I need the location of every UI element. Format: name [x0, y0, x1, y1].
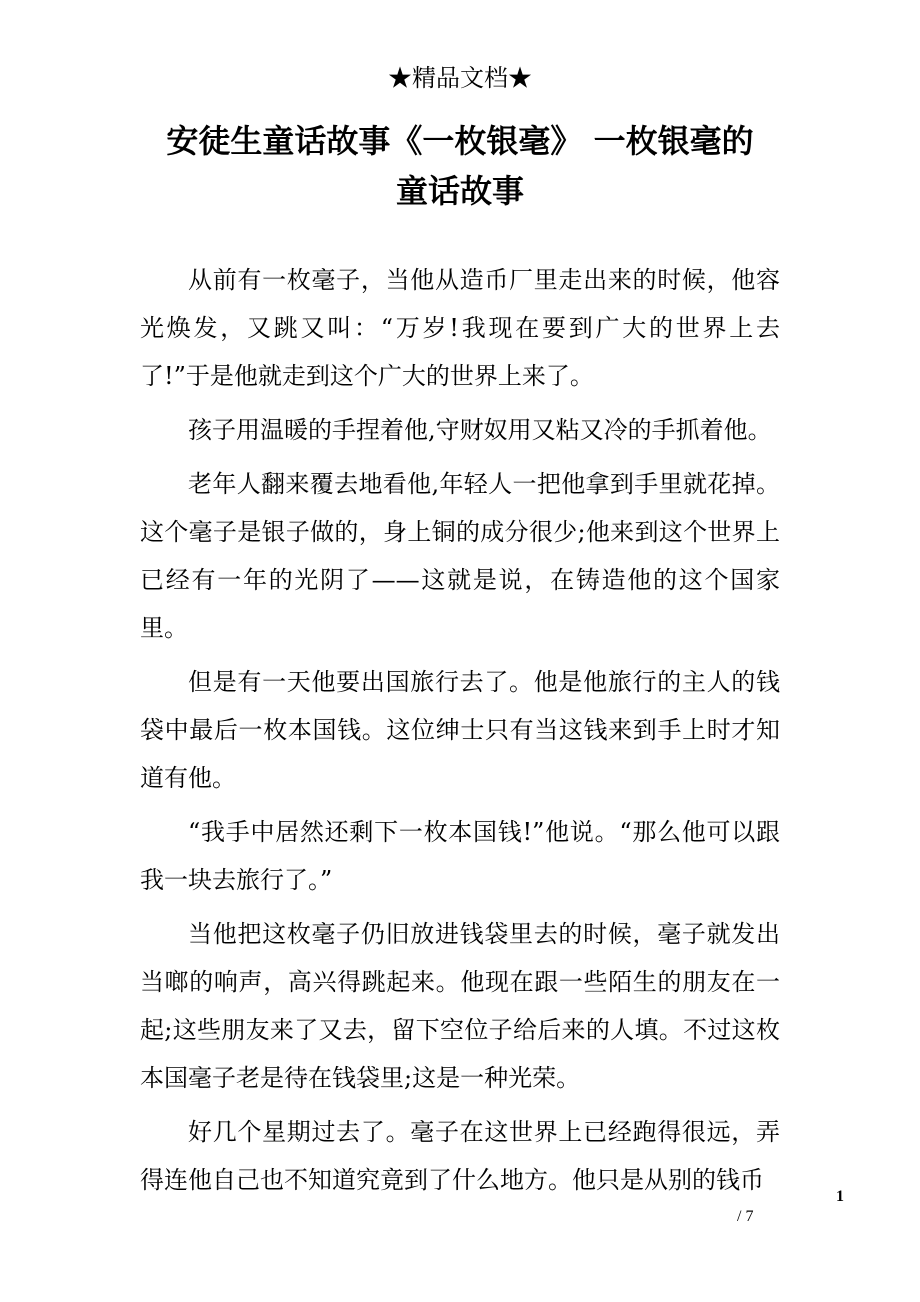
- story-paragraph: 但是有一天他要出国旅行去了。他是他旅行的主人的钱袋中最后一枚本国钱。这位绅士只有当这钱来到手上时才知道有他。: [140, 668, 780, 792]
- story-body: [140, 256, 780, 1210]
- story-paragraph: 老年人翻来覆去地看他,年轻人一把他拿到手里就花掉。这个毫子是银子做的，身上铜的成分很少;他来到这个世界上已经有一年的光阴了——这就是说，在铸造他的这个国家里。: [140, 470, 780, 642]
- story-paragraph: 从前有一枚毫子，当他从造币厂里走出来的时候，他容光焕发，又跳又叫：“万岁!我现在要到广大的世界上去了!”于是他就走到这个广大的世界上来了。: [140, 266, 780, 390]
- page-number: 1: [836, 1188, 844, 1205]
- story-paragraph: 当他把这枚毫子仍旧放进钱袋里去的时候，毫子就发出当啷的响声，高兴得跳起来。他现在跟一些陌生的朋友在一起;这些朋友来了又去，留下空位子给后来的人填。不过这枚本国毫子老是待在钱袋里;这是一种光荣。: [140, 920, 780, 1092]
- story-paragraph: “我手中居然还剩下一枚本国钱!”他说。“那么他可以跟我一块去旅行了。”: [140, 818, 780, 894]
- page-title-line-2: 童话故事: [395, 172, 524, 210]
- story-paragraph: 好几个星期过去了。毫子在这世界上已经跑得很远，弄得连他自己也不知道究竟到了什么地方。他只是从别的钱币: [140, 1118, 780, 1194]
- page-title: [140, 116, 780, 216]
- page-total: / 7: [737, 1208, 754, 1225]
- page-title-line-1: 安徒生童话故事《一枚银毫》 一枚银毫的: [166, 122, 754, 160]
- story-paragraph: 孩子用温暖的手捏着他,守财奴用又粘又冷的手抓着他。: [188, 416, 772, 444]
- document-header-label: ★精品文档★: [388, 64, 532, 92]
